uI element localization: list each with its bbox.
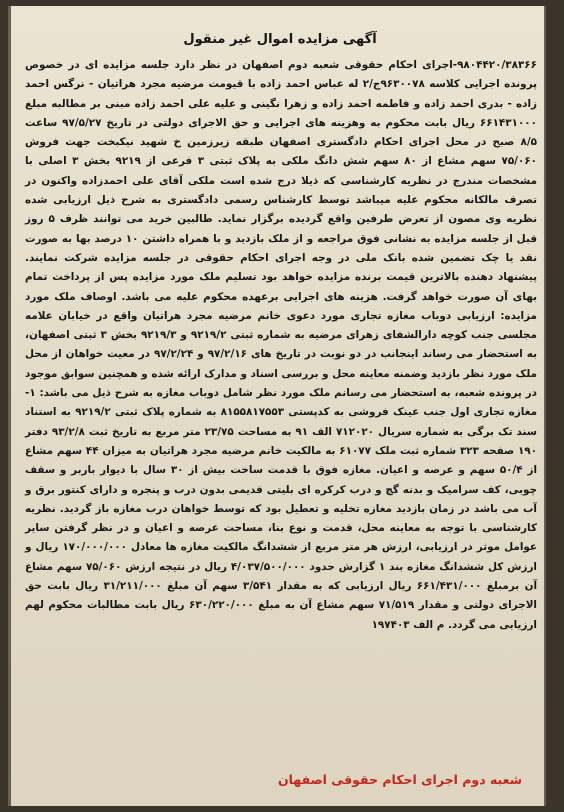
notice-title: آگهی مزایده اموال غیر منقول xyxy=(183,32,377,47)
newspaper-clipping xyxy=(8,6,546,806)
notice-body: ۹۸۰۴۴۲۰/۳۸۳۶۶-اجرای احکام حقوقی شعبه دوم اصفهان در نظر دارد جلسه مزایده ای در خصوص پرونده اجرایی کلاسه ۹۶۳۰۰۷۸ج/۲ له عباس احمد زاده با قیومت مرضیه مجرد هراتیان - نرگس احمد زاده - بدری احمد زاده و فاطمه احمد زاده و زهرا نگینی و علیه علی احمد زاده مبنی بر مطالبه مبلغ ۶۶۱۴۳۱۰۰۰ ریال بابت محکوم به وهزینه های اجرایی و حق الاجرای دولتی در تاریخ ۹۷/۵/۲۷ ساعت ۸/۵ صبح در محل اجرای احکام دادگستری اصفهان طبقه زیرزمین خ شهید نیکبخت جهت فروش ۷۵/۰۶۰ سهم مشاع از ۸۰ سهم شش دانگ ملکی به پلاک ثبتی ۳ فرعی از ۹۲۱۹ بخش ۳ اصلی با مشخصات مندرج در نظریه کارشناسی که ذیلا درج شده است ملکی آقای علی احمدزاده واکنون در تصرف مالکانه محکوم علیه میباشد توسط کارشناس رسمی دادگستری به شرح ذیل ارزیابی شده نظریه وی مصون از تعرض طرفین واقع گردیده برگزار نماید. طالبین خرید می توانند ظرف ۵ روز قبل از جلسه مزایده به نشانی فوق مراجعه و از ملک بازدید و با همراه داشتن ۱۰ درصد بها به صورت نقد یا چک تضمین شده بانک ملی در وجه اجرای احکام حقوقی در جلسه مزایده شرکت نمایند. پیشنهاد دهنده بالاترین قیمت برنده مزایده خواهد بود تسلیم ملک مورد مزایده پس از پرداخت تمام بهای آن صورت خواهد گرفت. هزینه های اجرایی برعهده محکوم علیه می باشد. اوصاف ملک مورد مزایده: ارزیابی دوباب مغازه تجاری مورد دعوی خانم مرضیه مجرد هراتیان واقع در خیابان علامه مجلسی جنب کوچه دارالشفای زهرای مرضیه به شماره ثبتی ۹۲۱۹/۲ و ۹۲۱۹/۳ بخش ۳ ثبتی اصفهان، به استحضار می رساند اینجانب در دو نوبت در تاریخ های ۹۷/۲/۱۶ و ۹۷/۲/۲۴ در معیت خواهان از محل ملک مورد نظر بازدید وضمنه معاینه محل و بررسی اسناد و مدارک ارائه شده و همچنین سوابق موجود در پرونده شعبه، به استحضار می رسانم ملک مورد نظر شامل دوباب مغازه به شرح ذیل می باشد: ۱-مغازه تجاری اول جنب عینک فروشی به کدپستی ۸۱۵۵۸۱۷۵۵۳ به شماره پلاک ثبتی ۹۲۱۹/۲ به استناد سند تک برگی به شماره سریال ۷۱۲۰۲۰ الف ۹۱ به مساحت ۲۳/۷۵ متر مربع به تاریخ ثبت ۹۳/۲/۸ دفتر ۱۹۰ صفحه ۳۲۳ شماره ثبت ملک ۶۱۰۷۷ به مالکیت خانم مرضیه مجرد هراتیان به میزان ۴۴ سهم مشاع از ۵۰/۴ سهم و عرصه و اعیان. مغازه فوق با قدمت ساخت بیش از ۳۰ سال با دیوار باربر و سقف چوبی، کف سرامیک و بدنه گچ و درب کرکره ای بلیتی قدیمی بدون درب و پنجره و دارای کنتور برق و آب می باشد در زمان بازدید مغازه تخلیه و تعطیل بود که توسط خواهان درب مغازه باز گردید. نظریه کارشناسی با توجه به معاینه محل، قدمت و نوع بنا، مساحت عرصه و اعیان و در نظر گرفتن سایر عوامل موثر در ارزیابی، ارزش هر متر مربع از ششدانگ مالکیت مغازه ها معادل ۱۷۰/۰۰۰/۰۰۰ ریال و ارزش کل ششدانگ مغازه بند ۱ گزارش حدود ۴/۰۳۷/۵۰۰/۰۰۰ ریال در نتیجه ارزش ۷۵/۰۶۰ سهم مشاع آن برمبلغ ۶۶۱/۴۳۱/۰۰۰ ریال ارزیابی که به مقدار ۳/۵۴۱ سهم آن مبلغ ۳۱/۲۱۱/۰۰۰ ریال بابت حق الاجرای دولتی و مقدار ۷۱/۵۱۹ سهم مشاع آن به مبلغ ۶۳۰/۲۲۰/۰۰۰ ریال بابت مطالبات محکوم لهم ارزیابی می گردد. م الف ۱۹۷۴۰۳ xyxy=(25,59,538,631)
notice-footer: شعبه دوم اجرای احکام حقوقی اصفهان xyxy=(277,772,522,787)
